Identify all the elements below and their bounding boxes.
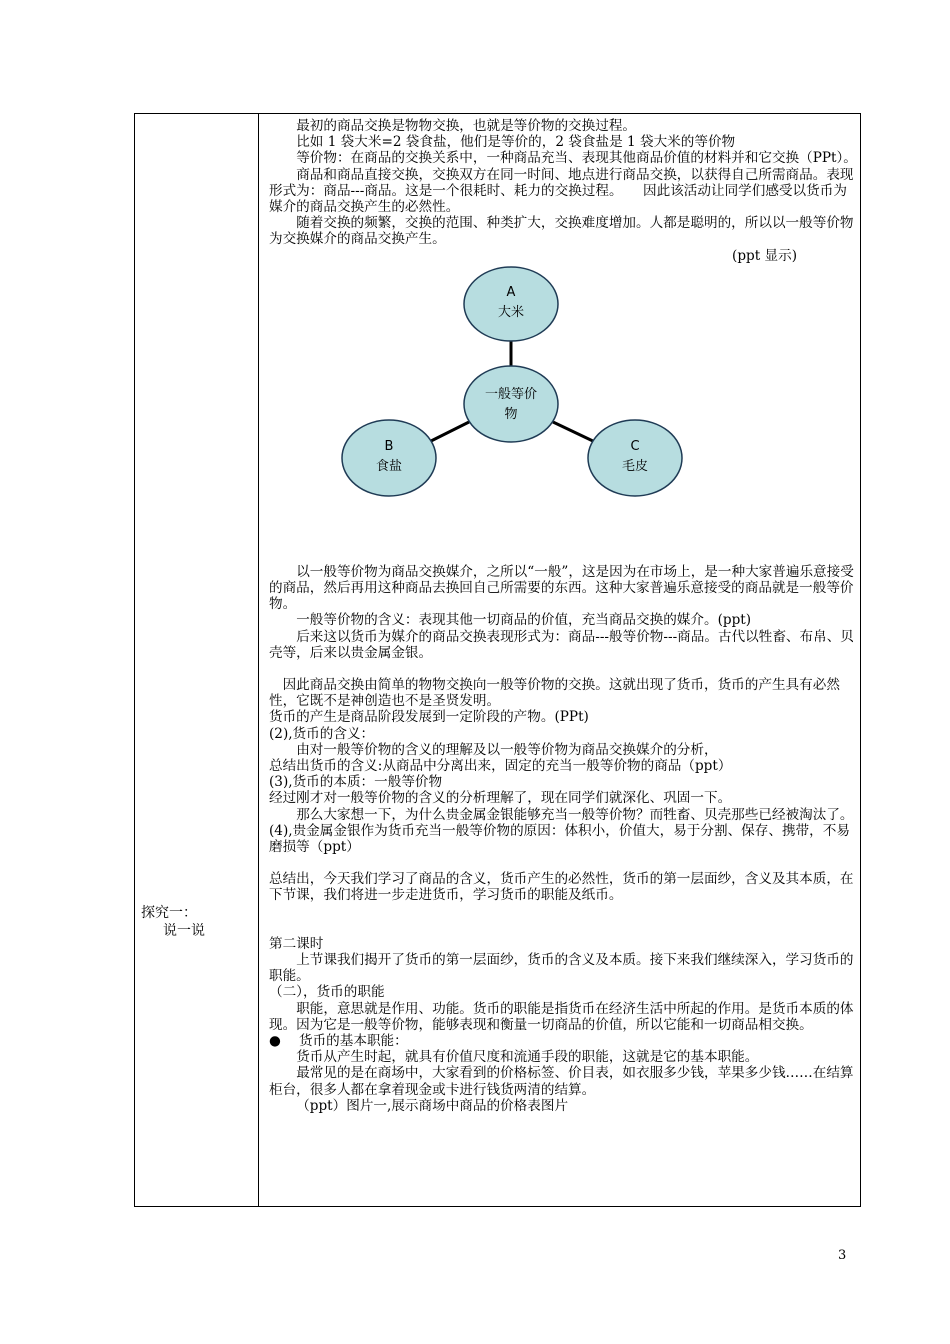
node-c-label: 毛皮: [621, 458, 649, 474]
node-c-ellipse: [588, 420, 682, 496]
paragraph: 货币从产生时起，就具有价值尺度和流通手段的职能，这就是它的基本职能。: [296, 1049, 759, 1066]
node-b-label: 食盐: [375, 458, 403, 474]
paragraph: 货币的产生是商品阶段发展到一定阶段的产物。(PPt): [269, 709, 589, 726]
node-c-letter: C: [630, 438, 640, 454]
diagram-svg: [269, 264, 857, 564]
paragraph: 由对一般等价物的含义的理解及以一般等价物为商品交换媒介的分析，: [296, 741, 718, 758]
paragraph: 最初的商品交换是物物交换，也就是等价物的交换过程。: [296, 118, 637, 134]
spacer: [269, 920, 857, 936]
paragraph: 随着交换的频繁，交换的范围、种类扩大，交换难度增加。人都是聪明的，所以以一般等价物为交换媒介的商品交换产生。: [269, 215, 854, 248]
paragraph: 职能，意思就是作用、功能。货币的职能是指货币在经济生活中所起的作用。是货币本质的体现。因为它是一般等价物，能够表现和衡量一切商品的价值，所以它能和一切商品相交换。: [269, 1000, 854, 1033]
exchange-diagram: [269, 264, 857, 564]
paragraph: 等价物：在商品的交换关系中，一种商品充当、表现其他商品价值的材料并和它交换（PPt）。: [296, 150, 857, 167]
ppt-show-note: (ppt 显示): [732, 247, 797, 264]
paragraph: 上节课我们揭开了货币的第一层面纱，货币的含义及本质。接下来我们继续深入，学习货币的职能。: [269, 951, 854, 985]
node-a-letter: A: [506, 284, 516, 300]
spacer: [269, 855, 857, 871]
bullet-icon: ●: [269, 1032, 281, 1049]
paragraph: (3),货币的本质：一般等价物: [269, 774, 443, 791]
paragraph: 商品和商品直接交换，交换双方在同一时间、地点进行商品交换，以获得自己所需商品。表现形式为：商品---商品。这是一个很耗时、耗力的交换过程。 因此该活动让同学们感受以货币为媒介的商品交换产生的必然性。: [269, 166, 854, 216]
spacer: [269, 661, 857, 677]
section-label-line1: 探究一：: [141, 905, 197, 921]
section-title: 第二课时: [269, 935, 324, 952]
node-b-letter: B: [384, 438, 394, 454]
connector-b: [429, 422, 469, 442]
paragraph: 因此商品交换由简单的物物交换向一般等价物的交换。这就出现了货币，货币的产生具有必然性，它既不是神创造也不是圣贤发明。: [269, 677, 840, 710]
column-divider: [258, 114, 259, 1206]
paragraph: 以一般等价物为商品交换媒介，之所以“一般”，这是因为在市场上，是一种大家普遍乐意接受的商品，然后再用这种商品去换回自己所需要的东西。这种大家普遍乐意接受的商品就是一般等价物。: [269, 563, 854, 613]
bullet-item: [269, 1033, 857, 1049]
paragraph: 最常见的是在商场中，大家看到的价格标签、价目表，如衣服多少钱，苹果多少钱……在结算柜台，很多人都在拿着现金或卡进行钱货两清的结算。: [269, 1065, 854, 1098]
center-node-label-line2: 物: [504, 406, 518, 422]
node-a-label: 大米: [497, 304, 525, 320]
center-node-label-line1: 一般等价: [484, 386, 538, 402]
paragraph: 比如 1 袋大米=2 袋食盐，他们是等价的，2 袋食盐是 1 袋大米的等价物: [296, 134, 736, 151]
paragraph: 那么大家想一下，为什么贵金属金银能够充当一般等价物？而牲畜、贝壳那些已经被淘汰了。: [296, 806, 854, 823]
paragraph: (2),货币的含义：: [269, 725, 375, 742]
paragraph: 经过刚才对一般等价物的含义的分析理解了，现在同学们就深化、巩固一下。: [269, 790, 732, 807]
subsection-heading: （二），货币的职能: [269, 984, 385, 1001]
content-cell: [269, 114, 857, 1114]
node-a-ellipse: [464, 267, 558, 341]
section-label: [135, 904, 258, 940]
paragraph: (4),贵金属金银作为货币充当一般等价物的原因：体积小，价值大，易于分割、保存、携带，不易磨损等（ppt）: [269, 822, 850, 856]
paragraph: （ppt）图片一,展示商场中商品的价格表图片: [296, 1097, 569, 1114]
paragraph: 一般等价物的含义：表现其他一切商品的价值，充当商品交换的媒介。(ppt): [296, 612, 752, 629]
page-number: 3: [838, 1248, 847, 1263]
paragraph: 总结出，今天我们学习了商品的含义，货币产生的必然性，货币的第一层面纱，含义及其本质，在下节课，我们将进一步走进货币，学习货币的职能及纸币。: [269, 871, 854, 904]
lesson-table: [134, 113, 861, 1207]
connector-c: [553, 422, 595, 442]
bullet-text: 货币的基本职能：: [299, 1032, 408, 1049]
node-b-ellipse: [342, 420, 436, 496]
paragraph: 总结出货币的含义:从商品中分离出来，固定的充当一般等价物的商品（ppt）: [269, 758, 732, 775]
center-node-ellipse: [464, 366, 558, 442]
spacer: [269, 904, 857, 920]
section-label-line2: 说一说: [163, 923, 205, 939]
paragraph: 后来这以货币为媒介的商品交换表现形式为：商品---般等价物---商品。古代以牲畜、布帛、贝壳等，后来以贵金属金银。: [269, 628, 854, 661]
